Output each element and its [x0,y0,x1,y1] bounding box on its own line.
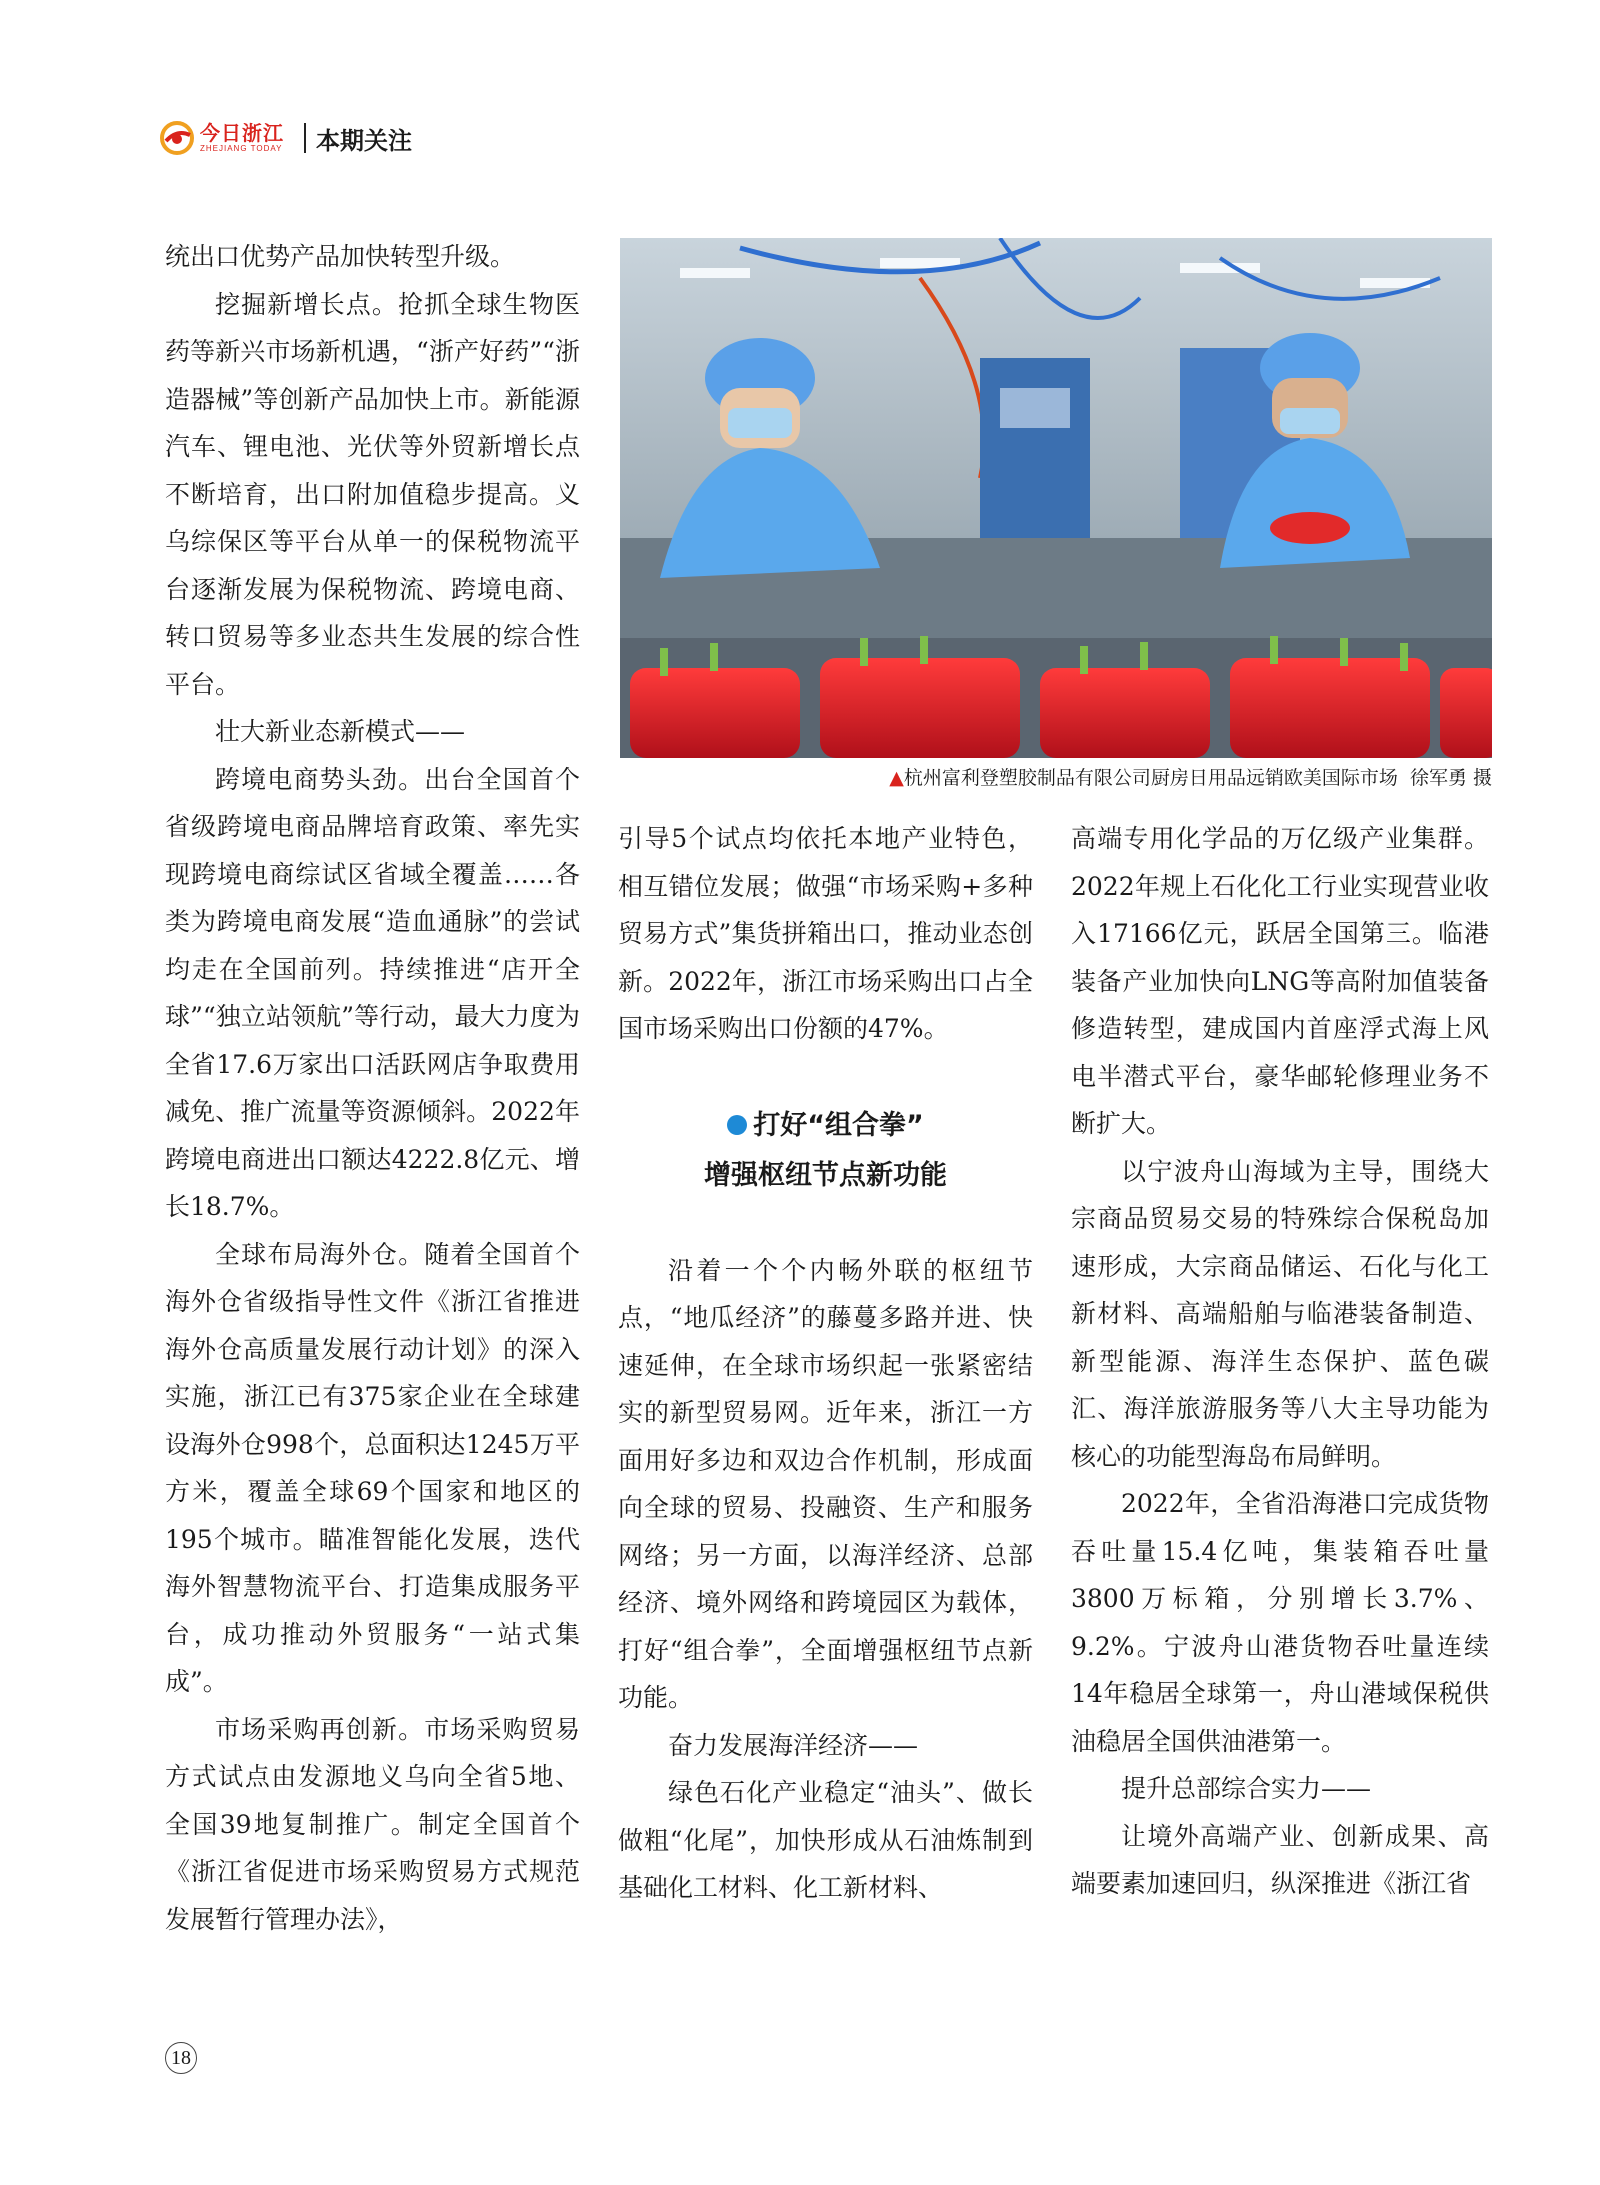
column-3 [1071,815,1489,1908]
col3-para-1: 高端专用化学品的万亿级产业集群。2022年规上石化化工行业实现营业收入17166亿元，跃居全国第三。临港装备产业加快向LNG等高附加值装备修造转型，建成国内首座浮式海上风电半潜式平台，豪华邮轮修理业务不断扩大。 [1071,824,1489,1138]
bullet-icon [727,1115,747,1135]
logo [200,123,284,153]
col1-para-5: 全球布局海外仓。随着全国首个海外仓省级指导性文件《浙江省推进海外仓高质量发展行动计划》的深入实施，浙江已有375家企业在全球建设海外仓998个，总面积达1245万平方米，覆盖全球69个国家和地区的195个城市。瞄准智能化发展，迭代海外智慧物流平台、打造集成服务平台，成功推动外贸服务“一站式集成”。 [165,1239,580,1696]
page-number: 18 [165,2042,197,2074]
column-1 [165,233,580,1943]
caption-text: 杭州富利登塑胶制品有限公司厨房日用品远销欧美国际市场 [903,767,1398,789]
logo-icon [160,121,194,155]
col2-para-2: 奋力发展海洋经济—— [668,1730,919,1760]
col3-para-2: 以宁波舟山海域为主导，围绕大宗商品贸易交易的特殊综合保税岛加速形成，大宗商品储运、石化与化工新材料、高端船舶与临港装备制造、新型能源、海洋生态保护、蓝色碳汇、海洋旅游服务等八大主导功能为核心的功能型海岛布局鲜明。 [1071,1156,1489,1471]
subhead-line-2: 增强枢纽节点新功能 [704,1159,947,1191]
col1-para-4: 跨境电商势头劲。出台全国首个省级跨境电商品牌培育政策、率先实现跨境电商综试区省域全覆盖……各类为跨境电商发展“造血通脉”的尝试均走在全国前列。持续推进“店开全球”“独立站领航”等行动，最大力度为全省17.6万家出口活跃网店争取费用减免、推广流量等资源倾斜。2022年跨境电商进出口额达4222.8亿元、增长18.7%。 [165,764,580,1221]
logo-cn: 今日浙江 [200,121,284,145]
photo-caption [620,758,1492,798]
col2-lead: 引导5个试点均依托本地产业特色，相互错位发展；做强“市场采购+多种贸易方式”集货拼箱出口，推动业态创新。2022年，浙江市场采购出口占全国市场采购出口份额的47%。 [618,824,1033,1043]
col1-para-3: 壮大新业态新模式—— [215,717,466,746]
col2-para-3: 绿色石化产业稳定“油头”、做长做粗“化尾”，加快形成从石油炼制到基础化工材料、化工新材料、 [618,1778,1033,1902]
caption-triangle-icon: ▲ [889,767,904,789]
subhead-line-1: 打好“组合拳” [753,1109,924,1141]
page-header [160,118,412,158]
factory-photo [620,238,1492,758]
photo-credit: 徐军勇 摄 [1409,767,1492,789]
section-heading [618,1101,1033,1201]
column-2 [618,815,1033,1912]
col1-para-6: 市场采购再创新。市场采购贸易方式试点由发源地义乌向全省5地、全国39地复制推广。制定全国首个《浙江省促进市场采购贸易方式规范发展暂行管理办法》， [165,1714,580,1934]
col3-para-4: 提升总部综合实力—— [1121,1774,1372,1803]
col3-para-3: 2022年，全省沿海港口完成货物吞吐量15.4亿吨，集装箱吞吐量3800万标箱，分别增长3.7%、9.2%。宁波舟山港货物吞吐量连续14年稳居全球第一，舟山港域保税供油稳居全国供油港第一。 [1071,1489,1489,1756]
header-divider [304,123,306,153]
col2-para-1: 沿着一个个内畅外联的枢纽节点，“地瓜经济”的藤蔓多路并进、快速延伸，在全球市场织起一张紧密结实的新型贸易网。近年来，浙江一方面用好多边和双边合作机制，形成面向全球的贸易、投融资、生产和服务网络；另一方面，以海洋经济、总部经济、境外网络和跨境园区为载体，打好“组合拳”，全面增强枢纽节点新功能。 [618,1255,1033,1712]
section-title: 本期关注 [316,126,412,155]
logo-en: ZHEJIANG TODAY [200,144,283,153]
col1-para-2: 挖掘新增长点。抢抓全球生物医药等新兴市场新机遇，“浙产好药”“浙造器械”等创新产品加快上市。新能源汽车、锂电池、光伏等外贸新增长点不断培育，出口附加值稳步提高。义乌综保区等平台从单一的保税物流平台逐渐发展为保税物流、跨境电商、转口贸易等多业态共生发展的综合性平台。 [165,289,580,699]
col1-para-1: 统出口优势产品加快转型升级。 [165,242,516,271]
col3-para-5: 让境外高端产业、创新成果、高端要素加速回归，纵深推进《浙江省 [1071,1821,1489,1898]
